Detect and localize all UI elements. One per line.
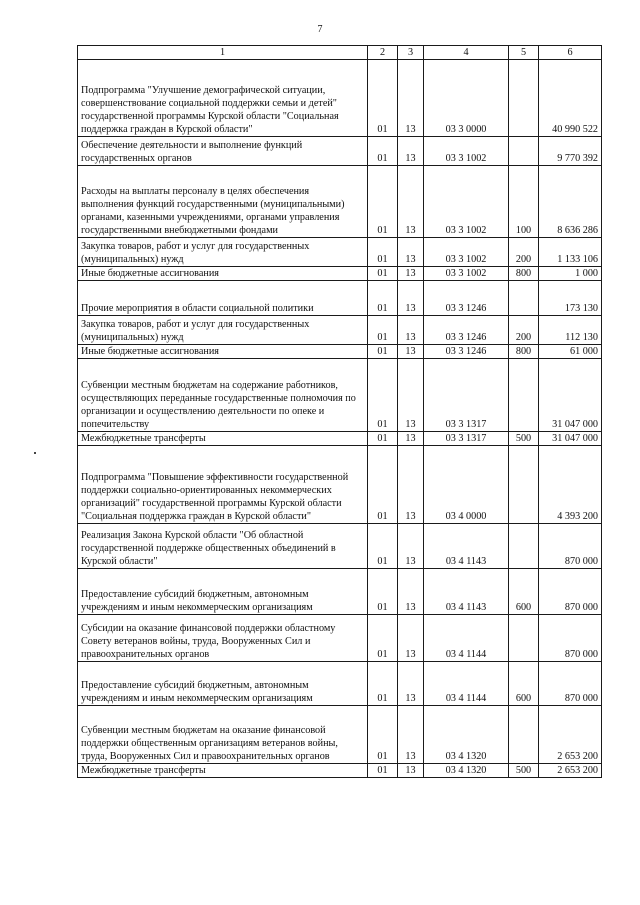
row-target-code: 03 4 1320 bbox=[424, 706, 509, 764]
table-row bbox=[78, 615, 602, 662]
row-expense-type: 800 bbox=[509, 267, 539, 281]
row-name: Межбюджетные трансферты bbox=[78, 432, 368, 446]
row-subsection: 13 bbox=[398, 662, 424, 706]
row-name: Иные бюджетные ассигнования bbox=[78, 345, 368, 359]
row-amount: 8 636 286 bbox=[539, 166, 602, 238]
row-expense-type: 100 bbox=[509, 166, 539, 238]
row-target-code: 03 3 1002 bbox=[424, 238, 509, 267]
row-name: Межбюджетные трансферты bbox=[78, 764, 368, 778]
row-section: 01 bbox=[368, 764, 398, 778]
row-name: Реализация Закона Курской области "Об областной государственной поддержке общественных объединений в Курской области" bbox=[78, 524, 368, 569]
row-target-code: 03 4 1320 bbox=[424, 764, 509, 778]
table-row bbox=[78, 166, 602, 238]
row-section: 01 bbox=[368, 432, 398, 446]
row-section: 01 bbox=[368, 569, 398, 615]
row-target-code: 03 4 0000 bbox=[424, 446, 509, 524]
row-target-code: 03 3 1002 bbox=[424, 267, 509, 281]
row-amount: 1 000 bbox=[539, 267, 602, 281]
row-section: 01 bbox=[368, 446, 398, 524]
row-target-code: 03 4 1143 bbox=[424, 569, 509, 615]
row-subsection: 13 bbox=[398, 524, 424, 569]
row-amount: 9 770 392 bbox=[539, 137, 602, 166]
table-row bbox=[78, 764, 602, 778]
table-row bbox=[78, 359, 602, 432]
row-amount: 61 000 bbox=[539, 345, 602, 359]
row-expense-type: 200 bbox=[509, 316, 539, 345]
row-section: 01 bbox=[368, 238, 398, 267]
row-subsection: 13 bbox=[398, 166, 424, 238]
row-name: Прочие мероприятия в области социальной политики bbox=[78, 281, 368, 316]
row-expense-type bbox=[509, 615, 539, 662]
row-expense-type bbox=[509, 281, 539, 316]
header-col-5: 5 bbox=[509, 46, 539, 60]
row-subsection: 13 bbox=[398, 569, 424, 615]
row-amount: 870 000 bbox=[539, 569, 602, 615]
table-row bbox=[78, 524, 602, 569]
row-expense-type bbox=[509, 359, 539, 432]
row-subsection: 13 bbox=[398, 238, 424, 267]
row-section: 01 bbox=[368, 662, 398, 706]
budget-table bbox=[77, 45, 602, 778]
row-amount: 870 000 bbox=[539, 662, 602, 706]
row-subsection: 13 bbox=[398, 432, 424, 446]
row-target-code: 03 3 1002 bbox=[424, 137, 509, 166]
row-amount: 31 047 000 bbox=[539, 432, 602, 446]
row-expense-type bbox=[509, 446, 539, 524]
row-name: Подпрограмма "Улучшение демографической ситуации, совершенствование социальной поддержки семьи и детей" государственной программы Курской области "Социальная поддержка граждан в Курской области" bbox=[78, 60, 368, 137]
row-expense-type: 600 bbox=[509, 662, 539, 706]
row-amount: 1 133 106 bbox=[539, 238, 602, 267]
row-target-code: 03 4 1144 bbox=[424, 662, 509, 706]
table-row bbox=[78, 706, 602, 764]
row-amount: 31 047 000 bbox=[539, 359, 602, 432]
header-col-4: 4 bbox=[424, 46, 509, 60]
row-expense-type bbox=[509, 137, 539, 166]
row-section: 01 bbox=[368, 524, 398, 569]
row-subsection: 13 bbox=[398, 345, 424, 359]
row-subsection: 13 bbox=[398, 706, 424, 764]
row-name: Субвенции местным бюджетам на содержание работников, осуществляющих переданные государственные полномочия по организации и осуществлению деятельности по опеке и попечительству bbox=[78, 359, 368, 432]
row-expense-type: 500 bbox=[509, 764, 539, 778]
table-row bbox=[78, 446, 602, 524]
row-target-code: 03 3 1246 bbox=[424, 316, 509, 345]
header-col-2: 2 bbox=[368, 46, 398, 60]
row-subsection: 13 bbox=[398, 764, 424, 778]
table-row bbox=[78, 137, 602, 166]
row-target-code: 03 3 1246 bbox=[424, 281, 509, 316]
table-row bbox=[78, 238, 602, 267]
row-name: Подпрограмма "Повышение эффективности государственной поддержки социально-ориентированных некоммерческих организаций" государственной программы Курской области "Социальная поддержка граждан в Курской области" bbox=[78, 446, 368, 524]
table-row bbox=[78, 662, 602, 706]
row-expense-type bbox=[509, 706, 539, 764]
scan-speck bbox=[34, 452, 36, 454]
row-subsection: 13 bbox=[398, 359, 424, 432]
row-section: 01 bbox=[368, 345, 398, 359]
row-section: 01 bbox=[368, 137, 398, 166]
row-subsection: 13 bbox=[398, 267, 424, 281]
row-name: Расходы на выплаты персоналу в целях обеспечения выполнения функций государственными (муниципальными) органами, казенными учреждениями, органами управления государственными внебюджетными фондами bbox=[78, 166, 368, 238]
row-expense-type: 600 bbox=[509, 569, 539, 615]
row-subsection: 13 bbox=[398, 446, 424, 524]
row-section: 01 bbox=[368, 166, 398, 238]
table-row bbox=[78, 281, 602, 316]
row-section: 01 bbox=[368, 615, 398, 662]
row-expense-type bbox=[509, 524, 539, 569]
table-row bbox=[78, 432, 602, 446]
row-name: Закупка товаров, работ и услуг для государственных (муниципальных) нужд bbox=[78, 238, 368, 267]
row-amount: 173 130 bbox=[539, 281, 602, 316]
table-row bbox=[78, 569, 602, 615]
row-section: 01 bbox=[368, 706, 398, 764]
header-col-1: 1 bbox=[78, 46, 368, 60]
row-name: Обеспечение деятельности и выполнение функций государственных органов bbox=[78, 137, 368, 166]
row-section: 01 bbox=[368, 316, 398, 345]
row-amount: 40 990 522 bbox=[539, 60, 602, 137]
row-expense-type: 500 bbox=[509, 432, 539, 446]
row-amount: 870 000 bbox=[539, 615, 602, 662]
row-name: Иные бюджетные ассигнования bbox=[78, 267, 368, 281]
table-row bbox=[78, 60, 602, 137]
row-amount: 870 000 bbox=[539, 524, 602, 569]
row-target-code: 03 4 1144 bbox=[424, 615, 509, 662]
row-section: 01 bbox=[368, 60, 398, 137]
row-section: 01 bbox=[368, 267, 398, 281]
row-name: Субсидии на оказание финансовой поддержки областному Совету ветеранов войны, труда, Вооруженных Сил и правоохранительных органов bbox=[78, 615, 368, 662]
row-name: Закупка товаров, работ и услуг для государственных (муниципальных) нужд bbox=[78, 316, 368, 345]
table-row bbox=[78, 345, 602, 359]
row-name: Субвенции местным бюджетам на оказание финансовой поддержки общественным организациям ветеранов войны, труда, Вооруженных Сил и правоохранительных органов bbox=[78, 706, 368, 764]
row-amount: 2 653 200 bbox=[539, 706, 602, 764]
row-expense-type bbox=[509, 60, 539, 137]
row-amount: 112 130 bbox=[539, 316, 602, 345]
row-target-code: 03 3 1246 bbox=[424, 345, 509, 359]
row-target-code: 03 3 1317 bbox=[424, 359, 509, 432]
row-target-code: 03 3 0000 bbox=[424, 60, 509, 137]
row-subsection: 13 bbox=[398, 60, 424, 137]
row-expense-type: 200 bbox=[509, 238, 539, 267]
row-target-code: 03 4 1143 bbox=[424, 524, 509, 569]
table-row bbox=[78, 316, 602, 345]
row-target-code: 03 3 1317 bbox=[424, 432, 509, 446]
header-col-6: 6 bbox=[539, 46, 602, 60]
row-section: 01 bbox=[368, 359, 398, 432]
row-name: Предоставление субсидий бюджетным, автономным учреждениям и иным некоммерческим организациям bbox=[78, 662, 368, 706]
row-subsection: 13 bbox=[398, 137, 424, 166]
row-amount: 4 393 200 bbox=[539, 446, 602, 524]
row-amount: 2 653 200 bbox=[539, 764, 602, 778]
page-number: 7 bbox=[317, 24, 323, 35]
row-target-code: 03 3 1002 bbox=[424, 166, 509, 238]
table-row bbox=[78, 267, 602, 281]
row-name: Предоставление субсидий бюджетным, автономным учреждениям и иным некоммерческим организациям bbox=[78, 569, 368, 615]
header-row bbox=[78, 46, 602, 60]
row-subsection: 13 bbox=[398, 316, 424, 345]
row-subsection: 13 bbox=[398, 281, 424, 316]
row-subsection: 13 bbox=[398, 615, 424, 662]
row-section: 01 bbox=[368, 281, 398, 316]
row-expense-type: 800 bbox=[509, 345, 539, 359]
header-col-3: 3 bbox=[398, 46, 424, 60]
